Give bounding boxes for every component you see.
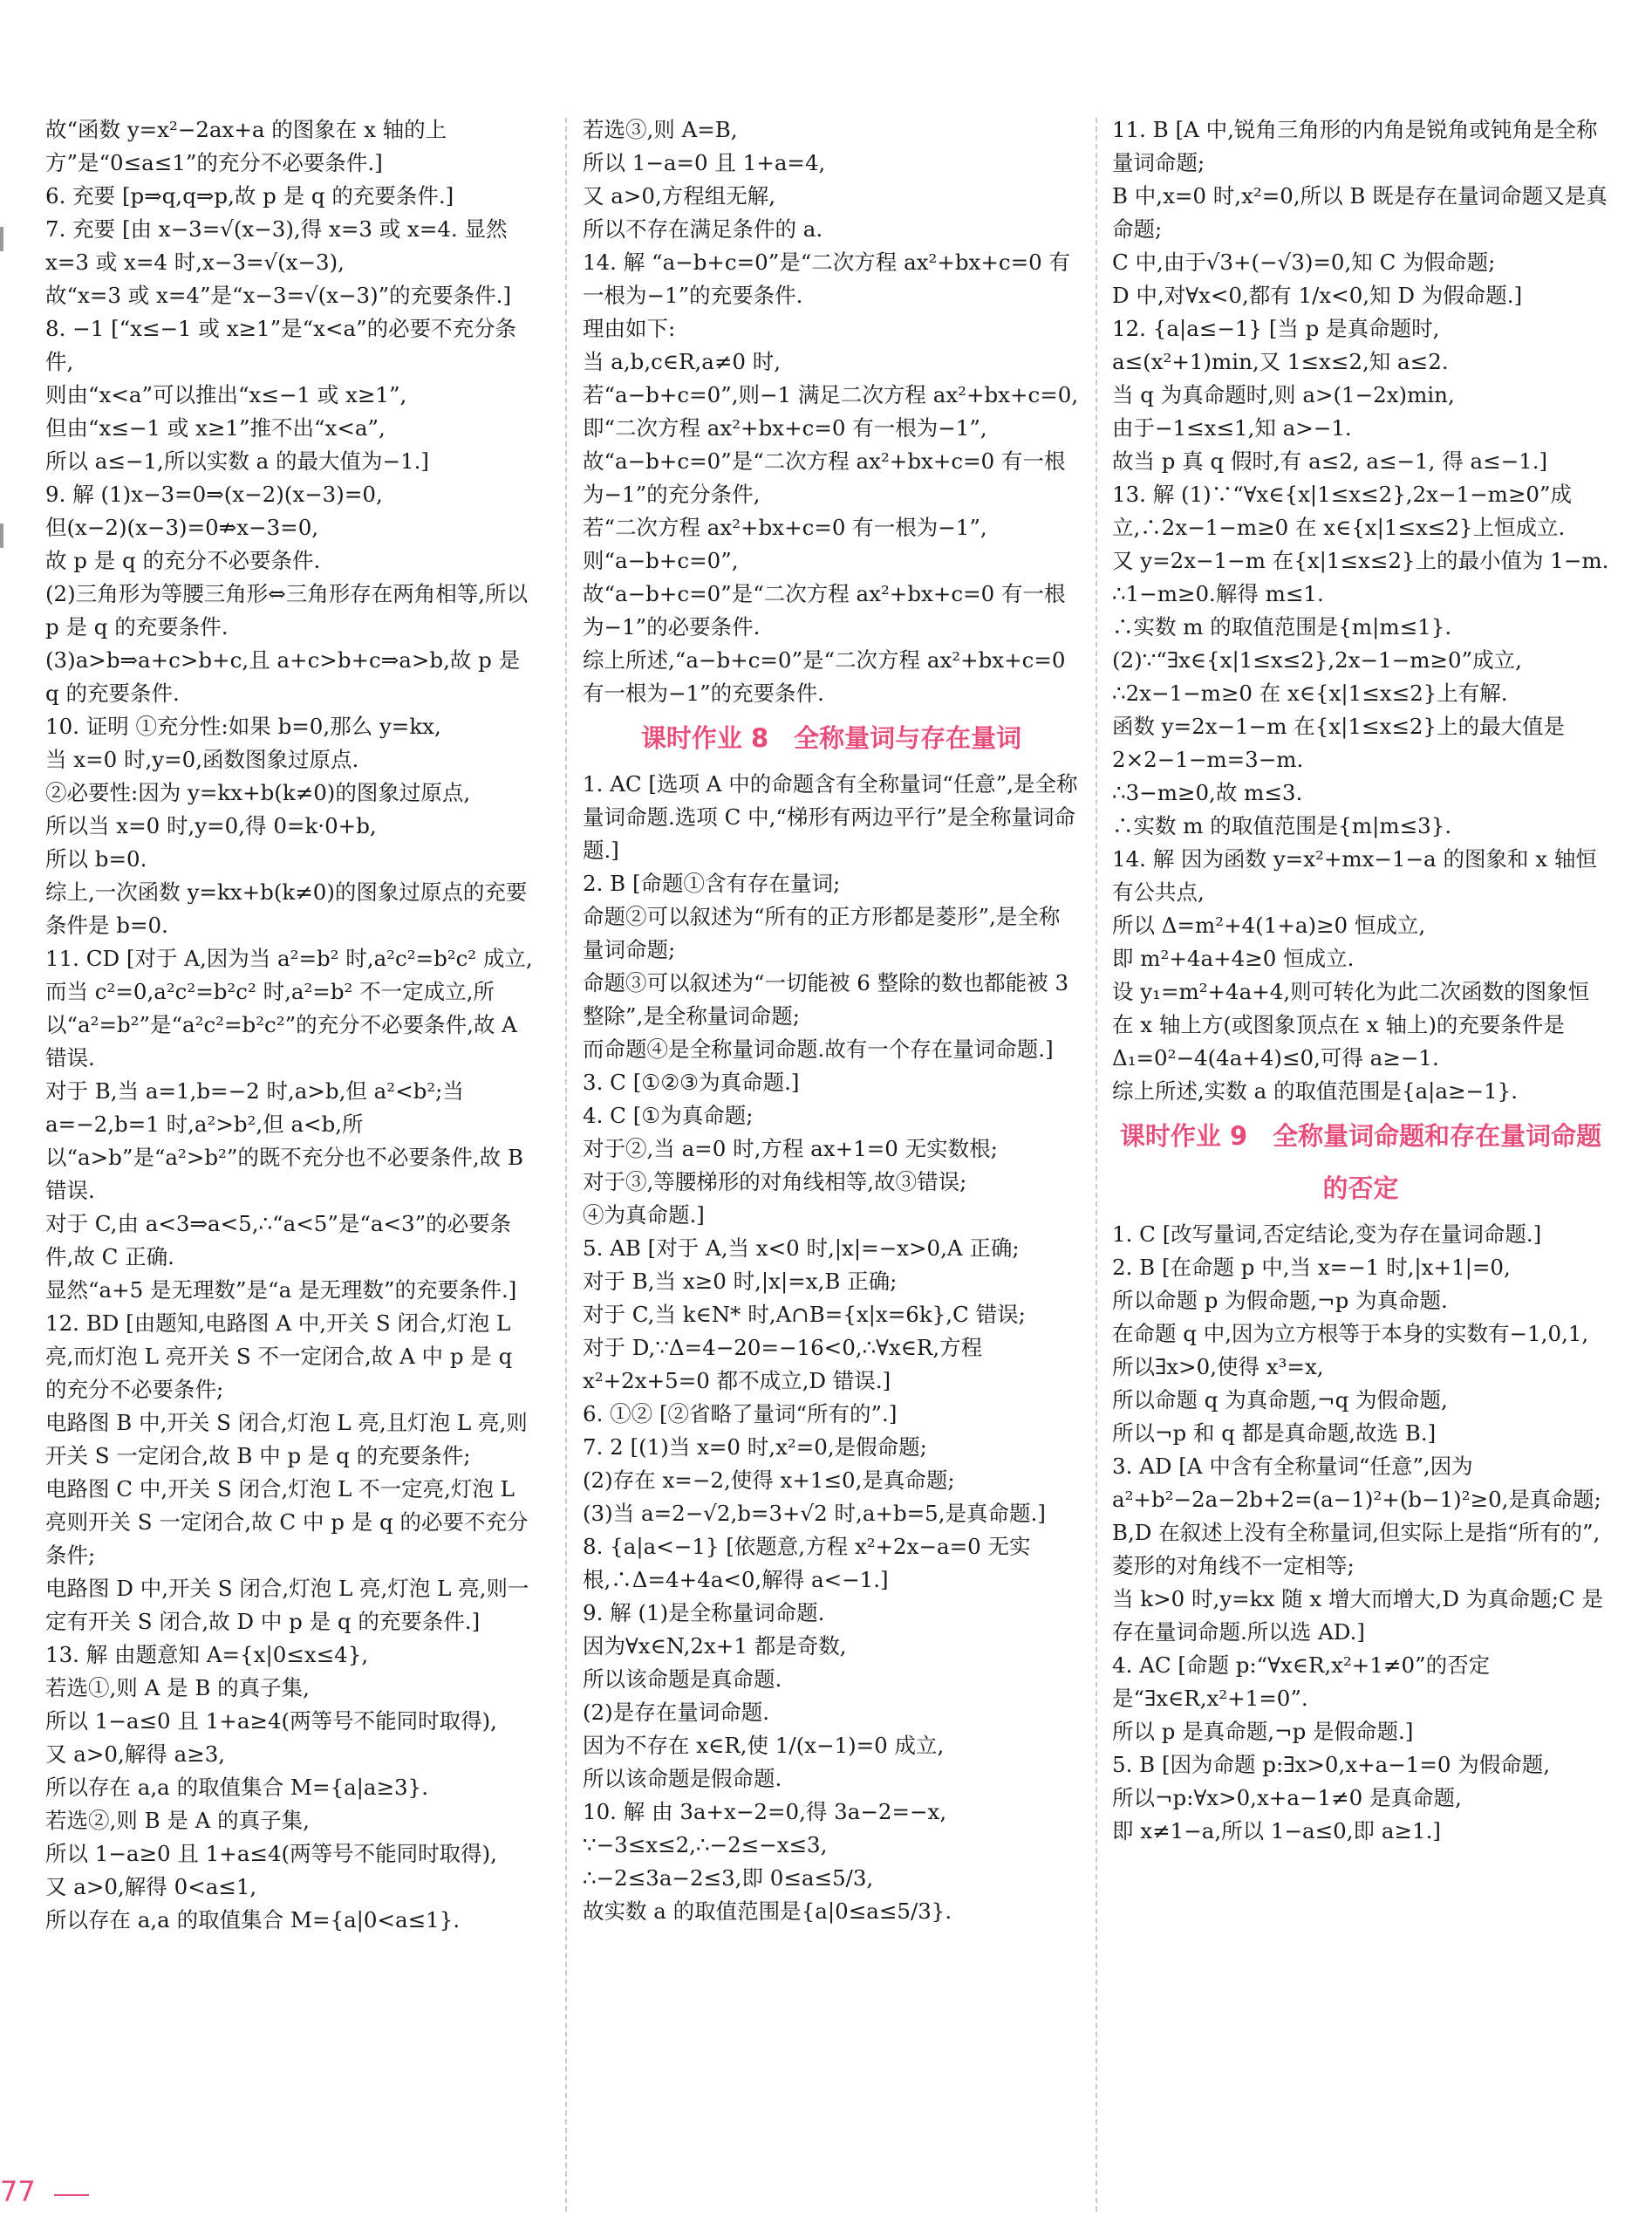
answer-line: 9. 解 (1)是全称量词命题. <box>583 1600 825 1625</box>
answer-line: 所以 Δ=m²+4(1+a)≥0 恒成立, <box>1112 913 1426 938</box>
answer-line: 当 q 为真命题时,则 a>(1−2x)min, <box>1112 382 1455 407</box>
answer-line: (2)存在 x=−2,使得 x+1≤0,是真命题; <box>583 1467 955 1493</box>
answer-line: 所以 p 是真命题,¬p 是假命题.] <box>1112 1719 1414 1744</box>
answer-line: 所以 1−a=0 且 1+a=4, <box>583 150 826 175</box>
answer-line: 所以存在 a,a 的取值集合 M={a|0<a≤1}. <box>45 1907 461 1932</box>
answer-line: 故“x=3 或 x=4”是“x−3=√(x−3)”的充要条件.] <box>45 283 512 308</box>
answer-line: 因为不存在 x∈R,使 1/(x−1)=0 成立, <box>583 1733 945 1758</box>
answer-line: 但(x−2)(x−3)=0⇏x−3=0, <box>45 515 319 540</box>
answer-line: ∵−3≤x≤2,∴−2≤−x≤3, <box>583 1832 828 1857</box>
answer-line: 故当 p 真 q 假时,有 a≤2, a≤−1, 得 a≤−1.] <box>1112 448 1548 474</box>
answer-line: 所以该命题是真命题. <box>583 1666 782 1692</box>
answer-line: 14. 解 因为函数 y=x²+mx−1−a 的图象和 x 轴恒有公共点, <box>1112 846 1597 905</box>
answer-line: ∴实数 m 的取值范围是{m|m≤3}. <box>1112 813 1452 838</box>
answer-line: 12. BD [由题知,电路图 A 中,开关 S 闭合,灯泡 L 亮,而灯泡 L 亮开关 S 不一定闭合,故 A 中 p 是 q 的充分不必要条件; <box>45 1310 520 1402</box>
answer-line: 又 a>0,方程组无解, <box>583 183 776 209</box>
answer-line: ∴1−m≥0.解得 m≤1. <box>1112 581 1324 606</box>
margin-mark <box>0 227 3 251</box>
answer-line: a≤(x²+1)min,又 1≤x≤2,知 a≤2. <box>1112 349 1449 374</box>
answer-line: 10. 证明 ①充分性:如果 b=0,那么 y=kx, <box>45 714 441 739</box>
answer-line: 理由如下: <box>583 316 676 341</box>
answer-line: (2)三角形为等腰三角形⇔三角形存在两角相等,所以 p 是 q 的充要条件. <box>45 581 535 640</box>
answer-line: 又 y=2x−1−m 在{x|1≤x≤2}上的最小值为 1−m. <box>1112 548 1609 573</box>
answer-line: 命题②可以叙述为“所有的正方形都是菱形”,是全称量词命题; <box>583 904 1061 962</box>
answer-line: 综上,一次函数 y=kx+b(k≠0)的图象过原点的充要条件是 b=0. <box>45 879 528 938</box>
page-number: 77 <box>0 2175 36 2208</box>
answer-line: 13. 解 由题意知 A={x|0≤x≤4}, <box>45 1642 369 1667</box>
answer-line: 若“a−b+c=0”,则−1 满足二次方程 ax²+bx+c=0, <box>583 382 1079 407</box>
answer-line: B 中,x=0 时,x²=0,所以 B 既是存在量词命题又是真命题; <box>1112 183 1608 242</box>
answer-line: 13. 解 (1)∵“∀x∈{x|1≤x≤2},2x−1−m≥0”成立,∴2x−1−m≥0 在 x∈{x|1≤x≤2}上恒成立. <box>1112 482 1573 540</box>
answer-line: 所以¬p:∀x>0,x+a−1≠0 是真命题, <box>1112 1785 1462 1810</box>
answer-line: 综上所述,实数 a 的取值范围是{a|a≥−1}. <box>1112 1078 1519 1104</box>
answer-line: 若选①,则 A 是 B 的真子集, <box>45 1675 310 1700</box>
answer-line: 所以不存在满足条件的 a. <box>583 216 823 242</box>
answer-line: 若选③,则 A=B, <box>583 117 738 142</box>
answer-line: 所以 1−a≤0 且 1+a≥4(两等号不能同时取得), <box>45 1708 497 1734</box>
answer-line: 但由“x≤−1 或 x≥1”推不出“x<a”, <box>45 415 386 441</box>
answer-line: 故“a−b+c=0”是“二次方程 ax²+bx+c=0 有一根为−1”的充分条件, <box>583 448 1066 507</box>
answer-line: 在命题 q 中,因为立方根等于本身的实数有−1,0,1,所以∃x>0,使得 x³=x, <box>1112 1321 1589 1379</box>
answer-column-right <box>1112 113 1609 1848</box>
answer-line: 6. 充要 [p⇒q,q⇒p,故 p 是 q 的充要条件.] <box>45 183 454 209</box>
answer-line: ②必要性:因为 y=kx+b(k≠0)的图象过原点, <box>45 780 471 805</box>
answer-line: 3. C [①②③为真命题.] <box>583 1070 800 1095</box>
answer-line: 对于②,当 a=0 时,方程 ax+1=0 无实数根; <box>583 1136 998 1161</box>
answer-line: 对于 C,当 k∈N* 时,A∩B={x|x=6k},C 错误; <box>583 1302 1026 1327</box>
answer-line: 所以 b=0. <box>45 846 147 872</box>
answer-line: 则“a−b+c=0”, <box>583 548 739 573</box>
column-divider-1 <box>565 118 567 2212</box>
answer-line: 因为∀x∈N,2x+1 都是奇数, <box>583 1633 847 1659</box>
answer-line: 而命题④是全称量词命题.故有一个存在量词命题.] <box>583 1036 1054 1062</box>
answer-line: 12. {a|a≤−1} [当 p 是真命题时, <box>1112 316 1440 341</box>
answer-line: 7. 充要 [由 x−3=√(x−3),得 x=3 或 x=4. 显然 x=3 或 x=4 时,x−3=√(x−3), <box>45 216 515 275</box>
answer-line: 显然“a+5 是无理数”是“a 是无理数”的充要条件.] <box>45 1277 517 1303</box>
answer-line: 函数 y=2x−1−m 在{x|1≤x≤2}上的最大值是 2×2−1−m=3−m. <box>1112 714 1572 772</box>
page-number-rule <box>54 2194 89 2196</box>
answer-line: 故实数 a 的取值范围是{a|0≤a≤5/3}. <box>583 1898 952 1924</box>
answer-line: 所以命题 p 为假命题,¬p 为真命题. <box>1112 1288 1448 1313</box>
answer-line: 14. 解 “a−b+c=0”是“二次方程 ax²+bx+c=0 有一根为−1”的充要条件. <box>583 250 1071 308</box>
answer-line: 又 a>0,解得 a≥3, <box>45 1741 226 1767</box>
answer-line: 5. AB [对于 A,当 x<0 时,|x|=−x>0,A 正确; <box>583 1235 1020 1261</box>
answer-line: 8. {a|a<−1} [依题意,方程 x²+2x−a=0 无实根,∴Δ=4+4a<0,解得 a<−1.] <box>583 1534 1031 1592</box>
answer-line: 若“二次方程 ax²+bx+c=0 有一根为−1”, <box>583 515 987 540</box>
answer-line: 所以存在 a,a 的取值集合 M={a|a≥3}. <box>45 1775 429 1800</box>
answer-line: (3)a>b⇒a+c>b+c,且 a+c>b+c⇒a>b,故 p 是 q 的充要条件. <box>45 647 527 706</box>
answer-line: 对于 B,当 a=1,b=−2 时,a>b,但 a²<b²;当 a=−2,b=1 时,a²>b²,但 a<b,所以“a>b”是“a²>b²”的既不充分也不必要条件,故 B 错误. <box>45 1078 530 1203</box>
answer-line: 即 m²+4a+4≥0 恒成立. <box>1112 946 1355 971</box>
answer-line: 故“a−b+c=0”是“二次方程 ax²+bx+c=0 有一根为−1”的必要条件. <box>583 581 1066 640</box>
answer-line: 1. C [改写量词,否定结论,变为存在量词命题.] <box>1112 1221 1542 1247</box>
answer-line: 3. AD [A 中含有全称量词“任意”,因为 a²+b²−2a−2b+2=(a−1)²+(b−1)²≥0,是真命题; <box>1112 1454 1601 1512</box>
section-heading: 课时作业 8 全称量词与存在量词 <box>640 723 1022 753</box>
answer-line: 5. B [因为命题 p:∃x>0,x+a−1=0 为假命题, <box>1112 1752 1551 1777</box>
answer-line: 所以¬p 和 q 都是真命题,故选 B.] <box>1112 1420 1437 1446</box>
answer-line: 对于 B,当 x≥0 时,|x|=x,B 正确; <box>583 1269 898 1294</box>
answer-line: (2)是存在量词命题. <box>583 1700 769 1725</box>
answer-line: 所以 a≤−1,所以实数 a 的最大值为−1.] <box>45 448 429 474</box>
answer-line: 即 x≠1−a,所以 1−a≤0,即 a≥1.] <box>1112 1818 1441 1844</box>
answer-line: 综上所述,“a−b+c=0”是“二次方程 ax²+bx+c=0 有一根为−1”的充要条件. <box>583 647 1073 706</box>
answer-line: 2. B [在命题 p 中,当 x=−1 时,|x+1|=0, <box>1112 1255 1511 1280</box>
answer-line: 11. B [A 中,锐角三角形的内角是锐角或钝角是全称量词命题; <box>1112 117 1598 175</box>
answer-line: 则由“x<a”可以推出“x≤−1 或 x≥1”, <box>45 382 407 407</box>
answer-line: 对于 D,∵Δ=4−20=−16<0,∴∀x∈R,方程 x²+2x+5=0 都不成立,D 错误.] <box>583 1335 989 1393</box>
answer-line: 8. −1 [“x≤−1 或 x≥1”是“x<a”的必要不充分条件, <box>45 316 517 374</box>
answer-line: 电路图 D 中,开关 S 闭合,灯泡 L 亮,灯泡 L 亮,则一定有开关 S 闭合,故 D 中 p 是 q 的充要条件.] <box>45 1576 529 1634</box>
answer-line: 即“二次方程 ax²+bx+c=0 有一根为−1”, <box>583 415 987 441</box>
answer-line: ④为真命题.] <box>583 1202 705 1228</box>
answer-line: 2. B [命题①含有存在量词; <box>583 871 841 896</box>
answer-line: 所以当 x=0 时,y=0,得 0=k·0+b, <box>45 813 377 838</box>
answer-line: 又 a>0,解得 0<a≤1, <box>45 1874 257 1899</box>
answer-line: D 中,对∀x<0,都有 1/x<0,知 D 为假命题.] <box>1112 283 1523 308</box>
answer-line: (2)∵“∃x∈{x|1≤x≤2},2x−1−m≥0”成立, <box>1112 647 1522 673</box>
answer-line: 所以命题 q 为真命题,¬q 为假命题, <box>1112 1387 1448 1413</box>
margin-mark <box>0 523 3 548</box>
answer-line: 6. ①② [②省略了量词“所有的”.] <box>583 1401 898 1426</box>
answer-line: 10. 解 由 3a+x−2=0,得 3a−2=−x, <box>583 1799 947 1824</box>
answer-line: 对于 C,由 a<3⇒a<5,∴“a<5”是“a<3”的必要条件,故 C 正确. <box>45 1211 512 1269</box>
answer-line: ∴2x−1−m≥0 在 x∈{x|1≤x≤2}上有解. <box>1112 681 1508 706</box>
answer-line: 当 x=0 时,y=0,函数图象过原点. <box>45 747 359 772</box>
answer-line: 所以该命题是假命题. <box>583 1766 782 1791</box>
answer-line: 设 y₁=m²+4a+4,则可转化为此二次函数的图象恒在 x 轴上方(或图象顶点在 x 轴上)的充要条件是 Δ₁=0²−4(4a+4)≤0,可得 a≥−1. <box>1112 979 1590 1071</box>
answer-line: 当 a,b,c∈R,a≠0 时, <box>583 349 782 374</box>
section-heading: 课时作业 9 全称量词命题和存在量词命题的否定 <box>1119 1121 1602 1203</box>
answer-line: 4. AC [命题 p:“∀x∈R,x²+1≠0”的否定是“∃x∈R,x²+1=0”. <box>1112 1652 1491 1711</box>
answer-line: 当 k>0 时,y=kx 随 x 增大而增大,D 为真命题;C 是存在量词命题.所以选 AD.] <box>1112 1586 1604 1645</box>
column-divider-2 <box>1096 118 1097 2212</box>
answer-line: 命题③可以叙述为“一切能被 6 整除的数也都能被 3 整除”,是全称量词命题; <box>583 970 1075 1029</box>
answer-line: (3)当 a=2−√2,b=3+√2 时,a+b=5,是真命题.] <box>583 1501 1046 1526</box>
answer-line: ∴−2≤3a−2≤3,即 0≤a≤5/3, <box>583 1865 874 1891</box>
answer-line: 电路图 B 中,开关 S 闭合,灯泡 L 亮,且灯泡 L 亮,则开关 S 一定闭合,故 B 中 p 是 q 的充要条件; <box>45 1410 528 1468</box>
answer-line: B,D 在叙述上没有全称量词,但实际上是指“所有的”,菱形的对角线不一定相等; <box>1112 1520 1601 1578</box>
answer-column-middle <box>583 113 1080 1928</box>
answer-line: ∴实数 m 的取值范围是{m|m≤1}. <box>1112 614 1452 640</box>
answer-line: C 中,由于√3+(−√3)=0,知 C 为假命题; <box>1112 250 1496 275</box>
answer-line: 9. 解 (1)x−3=0⇒(x−2)(x−3)=0, <box>45 482 383 507</box>
answer-line: 由于−1≤x≤1,知 a>−1. <box>1112 415 1352 441</box>
answer-line: 所以 1−a≥0 且 1+a≤4(两等号不能同时取得), <box>45 1841 497 1866</box>
answer-line: ∴3−m≥0,故 m≤3. <box>1112 780 1303 805</box>
answer-line: 电路图 C 中,开关 S 闭合,灯泡 L 不一定亮,灯泡 L 亮则开关 S 一定闭合,故 C 中 p 是 q 的必要不充分条件; <box>45 1476 529 1568</box>
answer-line: 故 p 是 q 的充分不必要条件. <box>45 548 321 573</box>
answer-line: 若选②,则 B 是 A 的真子集, <box>45 1808 310 1833</box>
answer-line: 4. C [①为真命题; <box>583 1103 754 1128</box>
answer-line: 故“函数 y=x²−2ax+a 的图象在 x 轴的上方”是“0≤a≤1”的充分不必要条件.] <box>45 117 447 175</box>
answer-line: 1. AC [选项 A 中的命题含有全称量词“任意”,是全称量词命题.选项 C 中,“梯形有两边平行”是全称量词命题.] <box>583 771 1078 863</box>
answer-line: 11. CD [对于 A,因为当 a²=b² 时,a²c²=b²c² 成立,而当 c²=0,a²c²=b²c² 时,a²=b² 不一定成立,所以“a²=b²”是“a²c²=b²c²”的充分不必要条件,故 A 错误. <box>45 946 533 1071</box>
answer-column-left <box>45 113 538 1937</box>
answer-line: 7. 2 [(1)当 x=0 时,x²=0,是假命题; <box>583 1434 927 1460</box>
answer-line: 对于③,等腰梯形的对角线相等,故③错误; <box>583 1169 967 1194</box>
